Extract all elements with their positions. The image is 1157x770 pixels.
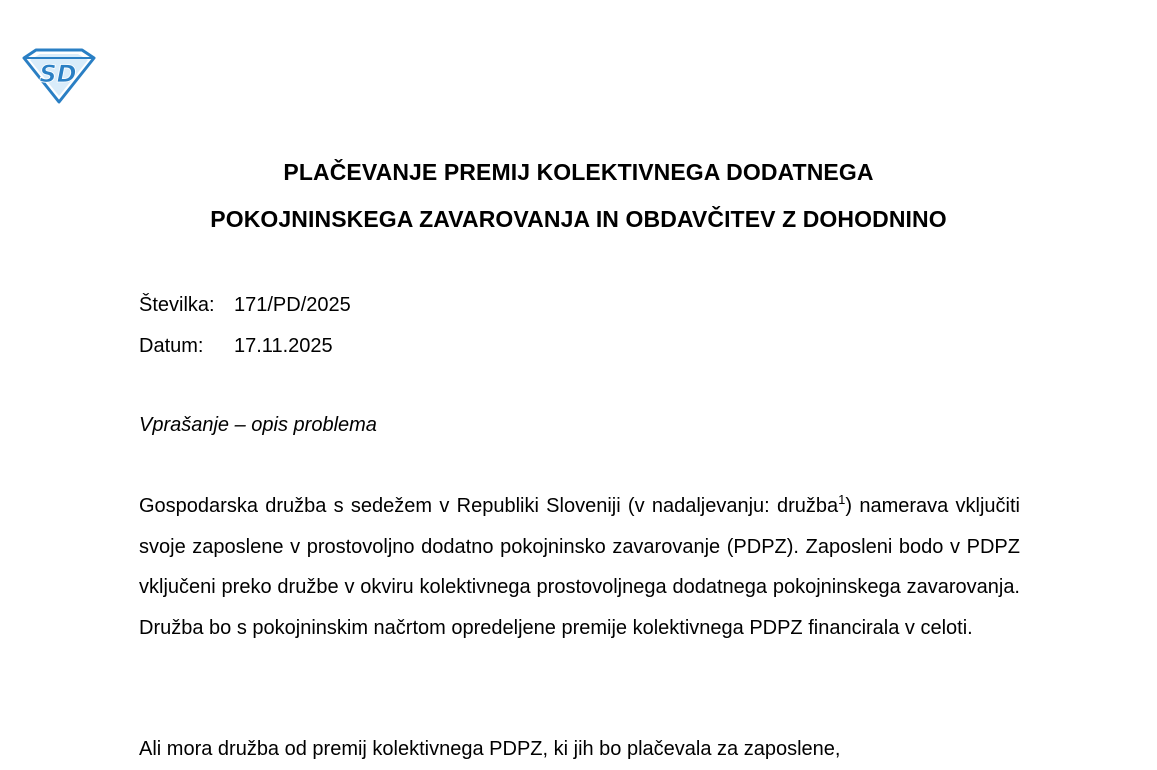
footnote-reference[interactable]: 1	[838, 492, 846, 507]
document-number-row	[139, 294, 351, 317]
document-date-value: 17.11.2025	[234, 335, 333, 357]
document-title-line-1: PLAČEVANJE PREMIJ KOLEKTIVNEGA DODATNEGA	[283, 159, 874, 185]
document-number-label: Številka:	[139, 294, 215, 316]
logo-text: SD	[39, 60, 77, 88]
paragraph-1-part-2: ) namerava vključiti svoje zaposlene v prostovoljno dodatno pokojninsko zavarovanje (PDPZ). Zaposleni bodo v PDPZ vključeni preko družbe v okviru kolektivnega prostovoljnega dodatnega pokojninskega zavarovanja. Družba bo s pokojninskim načrtom opredeljene premije kolektivnega PDPZ financirala v celoti.	[139, 495, 1021, 639]
company-logo	[22, 48, 96, 104]
paragraph-2: Ali mora družba od premij kolektivnega PDPZ, ki jih bo plačevala za zaposlene,	[139, 738, 841, 760]
document-title-line-2: POKOJNINSKEGA ZAVAROVANJA IN OBDAVČITEV Z DOHODNINO	[210, 206, 947, 232]
paragraph-1-part-1: Gospodarska družba s sedežem v Republiki Sloveniji (v nadaljevanju: družba	[139, 495, 839, 517]
document-date-label: Datum:	[139, 335, 204, 357]
document-date-row	[139, 335, 333, 358]
diamond-logo-icon	[22, 48, 96, 104]
document-number-value: 171/PD/2025	[234, 294, 351, 316]
paragraph-1	[139, 486, 1020, 648]
section-heading: Vprašanje – opis problema	[139, 414, 377, 436]
